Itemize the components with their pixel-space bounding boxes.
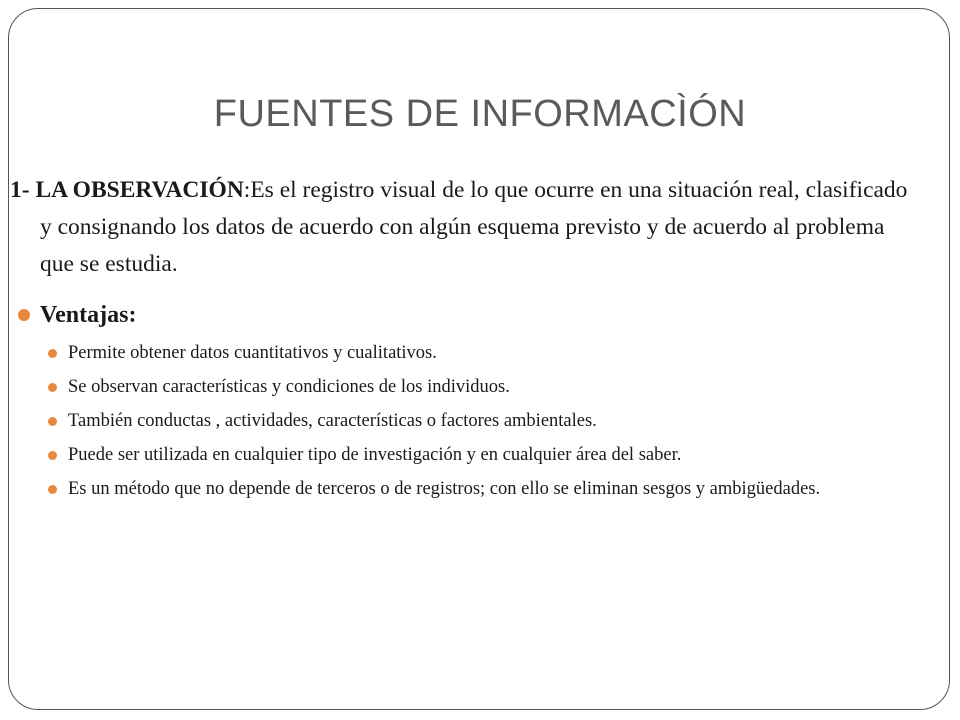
- slide-title: FUENTES DE INFORMACÌÓN: [213, 93, 747, 135]
- list-item: [48, 442, 908, 468]
- intro-text: :Es el registro visual de lo que ocurre en una situación real, clasificado y consignando los datos de acuerdo con algún esquema previsto y de acuerdo al problema que se estudia.: [40, 177, 908, 277]
- ventajas-list: [48, 340, 908, 510]
- list-item-text: Es un método que no depende de terceros o de registros; con ello se eliminan sesgos y ambigüedades.: [68, 479, 821, 499]
- list-item: [48, 340, 908, 366]
- list-item-text: Puede ser utilizada en cualquier tipo de investigación y en cualquier área del saber.: [68, 445, 682, 465]
- bullet-icon: [48, 485, 57, 494]
- ventajas-heading: Ventajas:: [40, 302, 137, 328]
- bullet-icon: [48, 349, 57, 358]
- bullet-icon: [18, 309, 30, 321]
- list-item-text: Permite obtener datos cuantitativos y cualitativos.: [68, 343, 437, 363]
- bullet-icon: [48, 417, 57, 426]
- intro-paragraph: [10, 172, 920, 283]
- list-item-text: También conductas , actividades, características o factores ambientales.: [68, 411, 597, 431]
- list-item: [48, 408, 908, 434]
- list-item: [48, 476, 908, 502]
- list-item: [48, 374, 908, 400]
- list-item-text: Se observan características y condiciones de los individuos.: [68, 377, 510, 397]
- bullet-icon: [48, 383, 57, 392]
- intro-lead: 1- LA OBSERVACIÓN: [10, 177, 244, 203]
- bullet-icon: [48, 451, 57, 460]
